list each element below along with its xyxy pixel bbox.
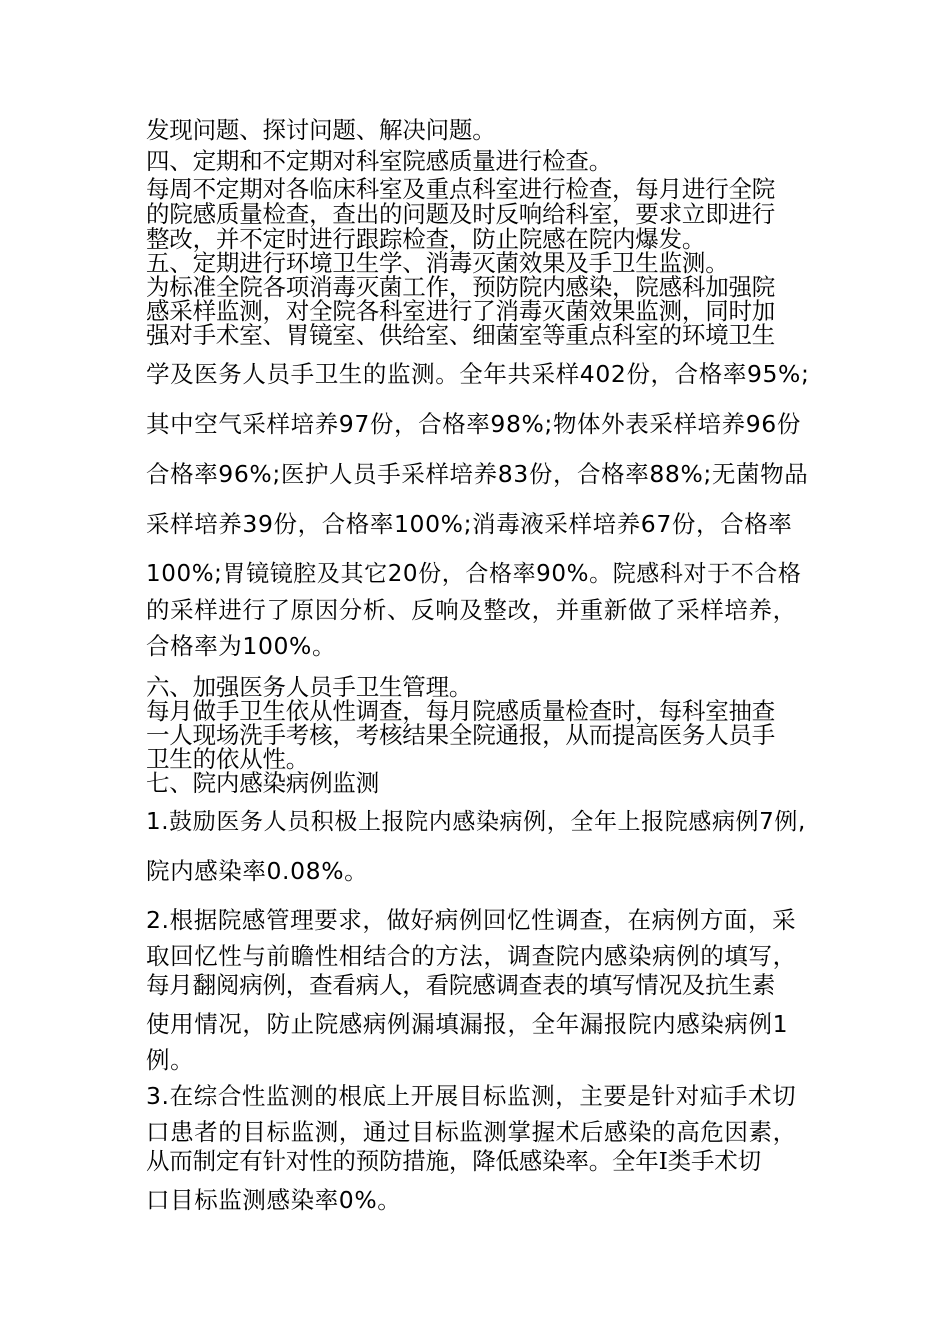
text-line: 口患者的目标监测，通过目标监测掌握术后感染的高危因素，: [146, 1118, 797, 1146]
text-line: 合格率96%;医护人员手采样培养83份，合格率88%;无菌物品: [146, 460, 809, 488]
text-line: 每周不定期对各临床科室及重点科室进行检查，每月进行全院: [146, 175, 776, 203]
text-line: 例。: [146, 1046, 195, 1074]
text-line: 卫生的依从性。: [146, 745, 310, 773]
text-line: 为标准全院各项消毒灭菌工作，预防院内感染，院感科加强院: [146, 273, 776, 301]
text-line: 从而制定有针对性的预防措施，降低感染率。全年Ⅰ类手术切: [146, 1147, 761, 1175]
text-line: 合格率为100%。: [146, 632, 337, 660]
text-line: 每月翻阅病例，查看病人，看院感调查表的填写情况及抗生素: [146, 971, 776, 999]
text-line: 一人现场洗手考核，考核结果全院通报，从而提高医务人员手: [146, 721, 776, 749]
section-heading-6: 六、加强医务人员手卫生管理。: [146, 673, 473, 701]
text-line: 取回忆性与前瞻性相结合的方法，调查院内感染病例的填写，: [146, 942, 797, 970]
text-line: 感采样监测，对全院各科室进行了消毒灭菌效果监测，同时加: [146, 297, 776, 325]
text-line: 院内感染率0.08%。: [146, 857, 369, 885]
list-item-3: 3.在综合性监测的根底上开展目标监测，主要是针对疝手术切: [146, 1082, 797, 1110]
section-heading-5: 五、定期进行环境卫生学、消毒灭菌效果及手卫生监测。: [146, 249, 729, 277]
text-line: 口目标监测感染率0%。: [146, 1186, 402, 1214]
text-line: 其中空气采样培养97份，合格率98%;物体外表采样培养96份: [146, 410, 801, 438]
text-line: 采样培养39份，合格率100%;消毒液采样培养67份，合格率: [146, 510, 793, 538]
section-heading-4: 四、定期和不定期对科室院感质量进行检查。: [146, 147, 612, 175]
text-line: 学及医务人员手卫生的监测。全年共采样402份，合格率95%;: [146, 360, 810, 388]
text-line: 使用情况，防止院感病例漏填漏报，全年漏报院内感染病例1: [146, 1010, 789, 1038]
text-line: 100%;胃镜镜腔及其它20份，合格率90%。院感科对于不合格: [146, 561, 802, 587]
list-item-2: 2.根据院感管理要求，做好病例回忆性调查，在病例方面，采: [146, 906, 797, 934]
text-line: 发现问题、探讨问题、解决问题。: [146, 116, 496, 144]
section-heading-7: 七、院内感染病例监测: [146, 769, 379, 797]
text-line: 整改，并不定时进行跟踪检查，防止院感在院内爆发。: [146, 225, 706, 253]
text-line: 的采样进行了原因分析、反响及整改，并重新做了采样培养，: [146, 596, 797, 624]
list-item-1: 1.鼓励医务人员积极上报院内感染病例，全年上报院感病例7例,: [146, 809, 806, 835]
text-line: 的院感质量检查，查出的问题及时反响给科室，要求立即进行: [146, 200, 776, 228]
text-line: 强对手术室、胃镜室、供给室、细菌室等重点科室的环境卫生: [146, 321, 776, 349]
text-line: 每月做手卫生依从性调查，每月院感质量检查时，每科室抽查: [146, 697, 776, 725]
